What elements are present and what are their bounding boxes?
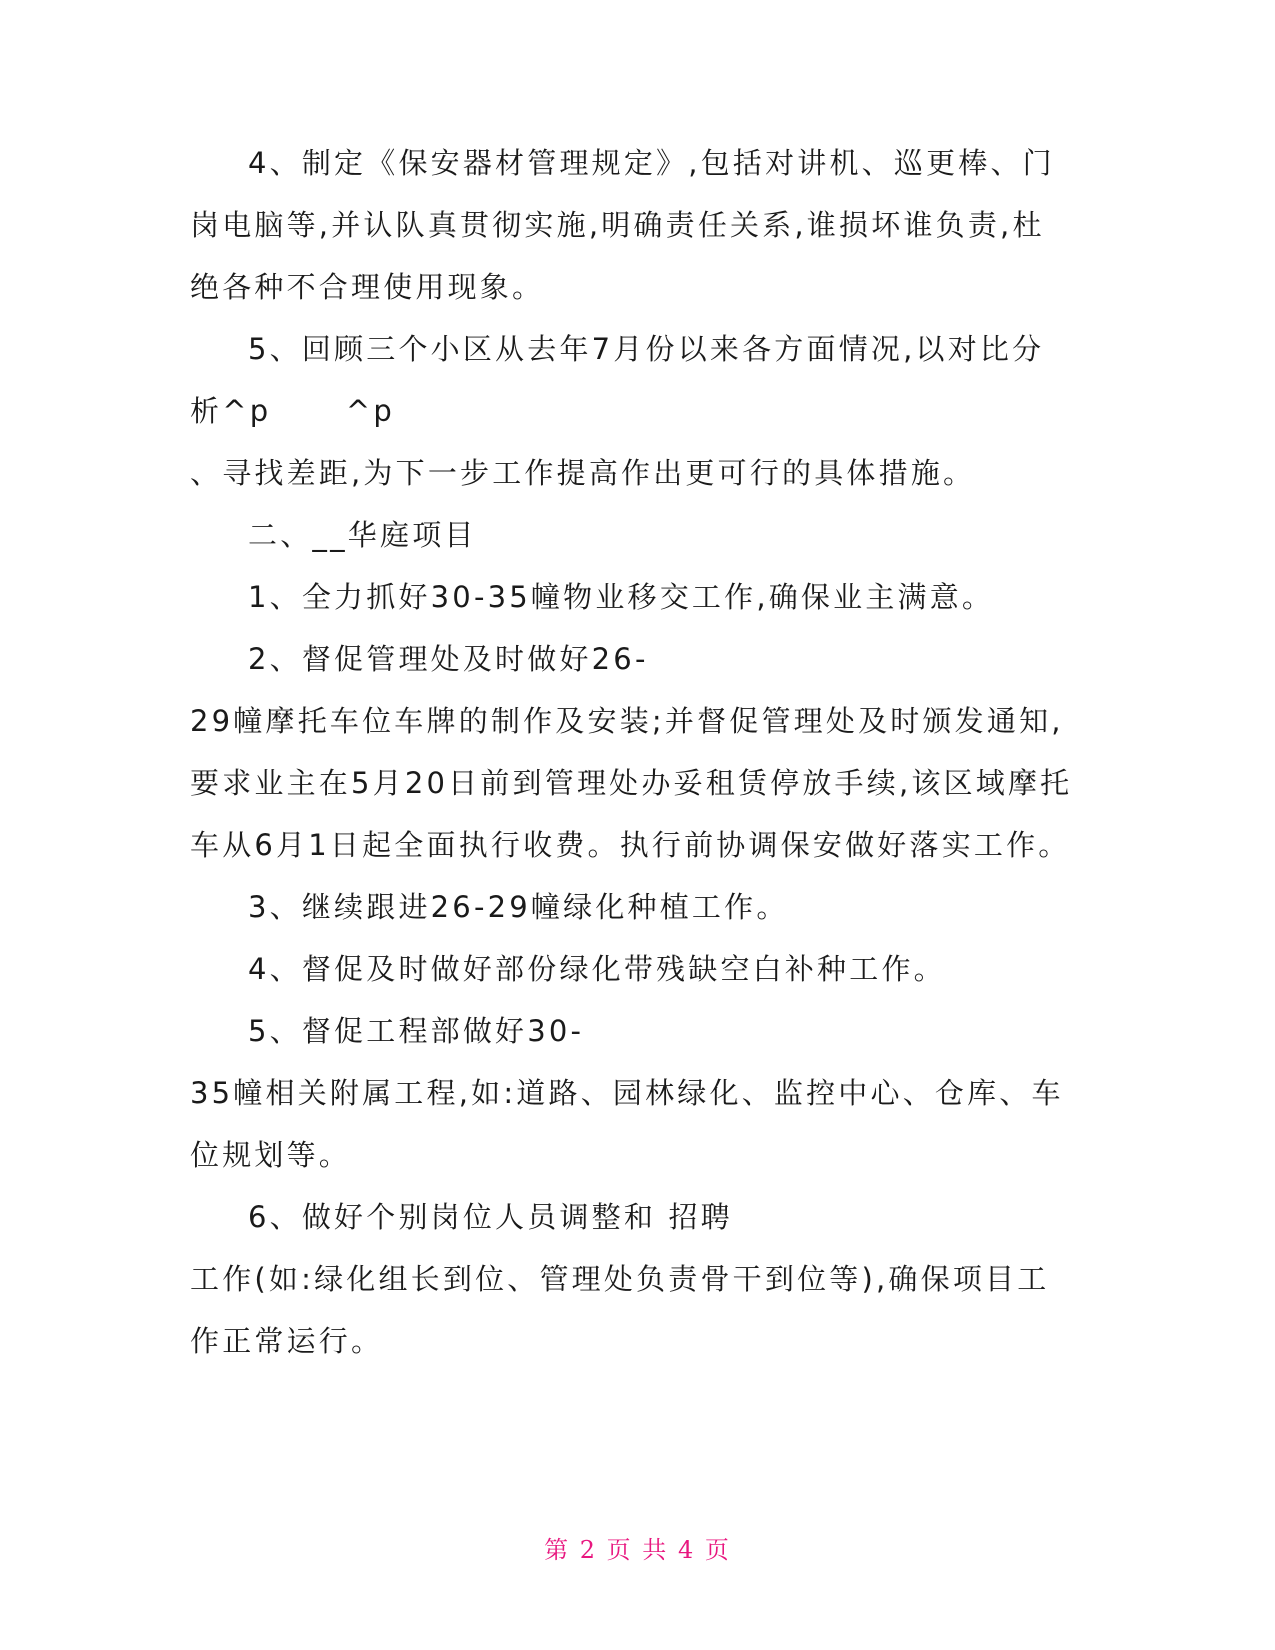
text-line: 5、回顾三个小区从去年7月份以来各方面情况,以对比分 [248, 332, 1045, 366]
text-line: 车从6月1日起全面执行收费。执行前协调保安做好落实工作。 [190, 828, 1071, 862]
section-heading: 二、__华庭项目 [248, 518, 477, 552]
text-line: 3、继续跟进26-29幢绿化种植工作。 [248, 890, 789, 924]
text-line: 29幢摩托车位车牌的制作及安装;并督促管理处及时颁发通知, [190, 704, 1064, 738]
text-line: 工作(如:绿化组长到位、管理处负责骨干到位等),确保项目工 [190, 1262, 1050, 1296]
text-line: 、寻找差距,为下一步工作提高作出更可行的具体措施。 [190, 456, 976, 490]
text-line: 作正常运行。 [190, 1324, 384, 1358]
text-line: 1、全力抓好30-35幢物业移交工作,确保业主满意。 [248, 580, 995, 614]
text-line: 4、督促及时做好部份绿化带残缺空白补种工作。 [248, 952, 946, 986]
text-line: 4、制定《保安器材管理规定》,包括对讲机、巡更棒、门 [248, 146, 1055, 180]
text-line: 要求业主在5月20日前到管理处办妥租赁停放手续,该区域摩托 [190, 766, 1073, 800]
text-line: 6、做好个别岗位人员调整和 招聘 [248, 1200, 733, 1234]
text-line: 2、督促管理处及时做好26- [248, 642, 649, 676]
text-line: 5、督促工程部做好30- [248, 1014, 585, 1048]
text-line: 析^p ^p [190, 394, 395, 428]
text-line: 35幢相关附属工程,如:道路、园林绿化、监控中心、仓库、车 [190, 1076, 1064, 1110]
page-number-footer: 第 2 页 共 4 页 [544, 1536, 731, 1564]
text-line: 岗电脑等,并认队真贯彻实施,明确责任关系,谁损坏谁负责,杜 [190, 208, 1045, 242]
text-line: 位规划等。 [190, 1138, 352, 1172]
text-line: 绝各种不合理使用现象。 [190, 270, 545, 304]
